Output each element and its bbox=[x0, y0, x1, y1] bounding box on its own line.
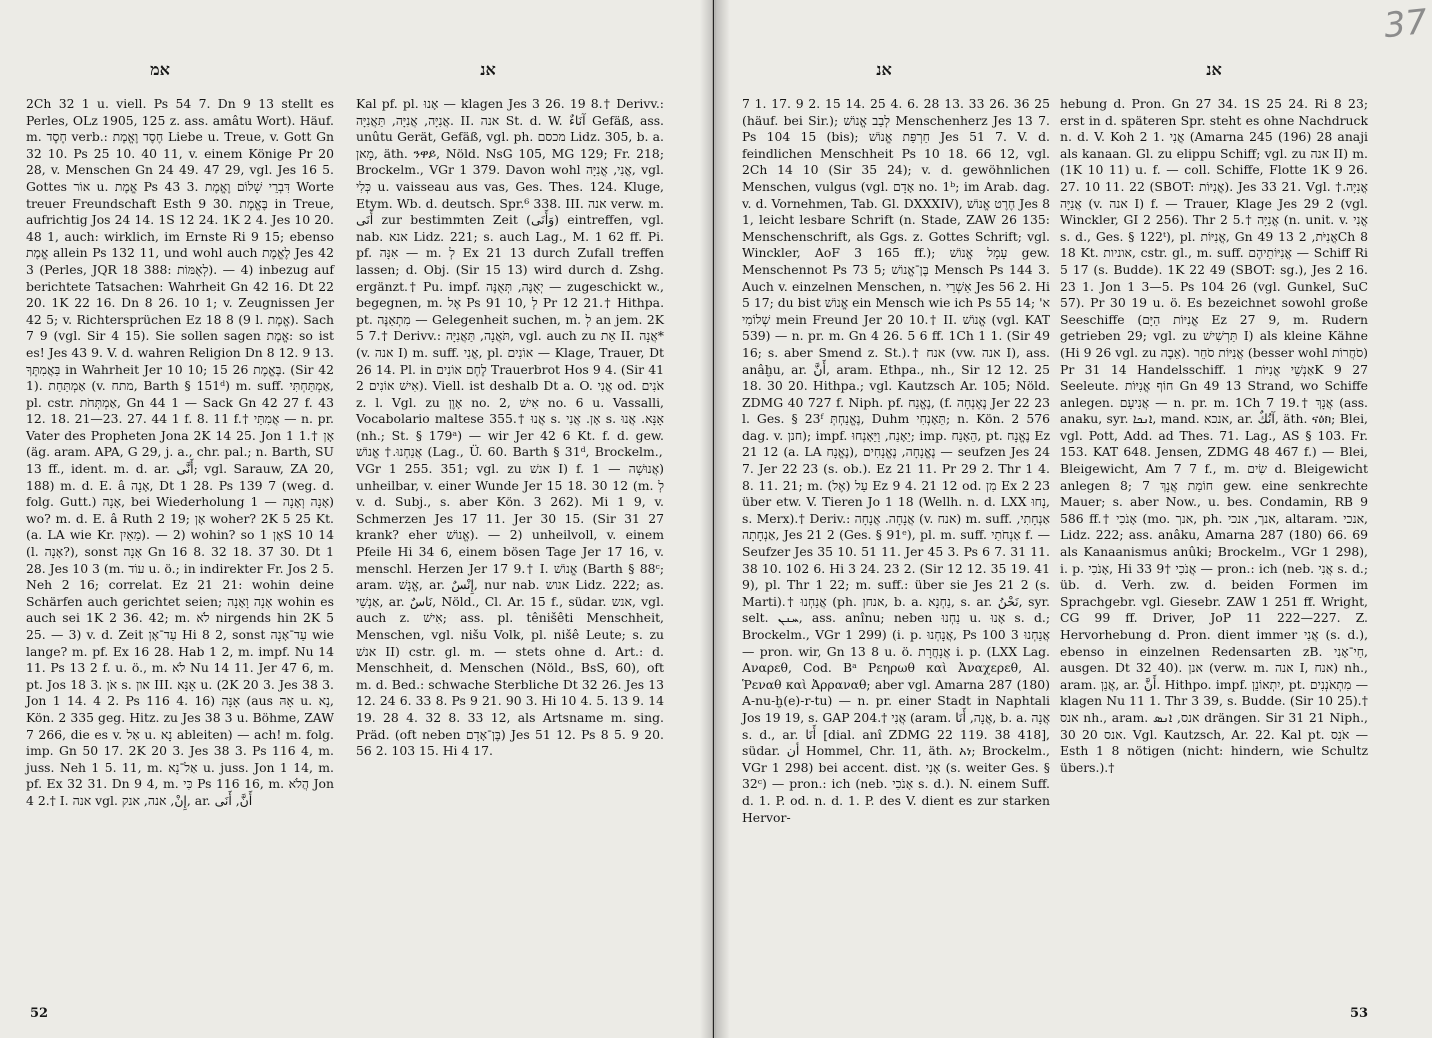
right-column-1-text: 7 1. 17. 9 2. 15 14. 25 4. 6. 28 13. 33 26. 36 25 (häuf. bei Sir.); לְבַב אֱנוֹשׁ Menschenherz Jes 13 7. Ps 104 15 (bis); חַרְפַּת אֱנוֹשׁ Jes 51 7. V. d. feindlichen Menschheit Ps 10 18. 66 12, vgl. 2Ch 14 10 (Sir 35 24); v. d. gewöhnlichen Menschen, vulgus (vgl. אָדָם no. 1ᵇ; im Arab. dag. v. d. Vornehmen, Tab. Gl. DXXXIV), חֶרֶט אֱנוֹשׁ Jes 8 1, leicht lesbare Schrift (n. Stade, ZAW 26 135: Menschenschrift, als Ggs. z. Gottes Schrift; vgl. Winckler, AoF 3 165 ff.); עָמָל אֱנוֹשׁ gew. Menschennot Ps 73 5; בֶּן־אֱנוֹשׁ Mensch Ps 144 3. Auch v. einzelnen Menschen, n. אַשְׁרֵי Jes 56 2. Hi 5 17; du bist אֱנוֹשׁ ein Mensch wie ich Ps 55 14; א' שְׁלוֹמִי mein Freund Jer 20 10.† II. אֱנוֹשׁ (vgl. KAT 539) — n. pr. m. Gn 4 26. 5 6 ff. 1Ch 1 1. (Sir 49 16; s. aber Smend z. St.).† אנח (vw. אנה I), ass. anâḫu, ar. أَنَّ, aram. Ethpa., nh., Sir 12 12. 25 18. 30 20. Hithpa.; vgl. Kautzsch Ar. 105; Nöld. ZDMG 40 727 f. Niph. pf. נֶאֱנַח, (f. נֶאֶנְחָה Jer 22 23 l. Ges. § 23ᶠ נֶאֱנַחְתְּ, Duhm תֵּאָנְחִי; n. Kön. 2 576 dag. v. חנן); impf. יֵאָנַח, וַיֵּאָנְחוּ; imp. הֵאָנַח, pt. נֶאֱנָח Ez 21 12 (a. LA נֶאֱנָח), נֶאֱנָחָה, נֶאֱנָחִים — seufzen Jes 24 7. Jer 22 23 (s. ob.). Ez 21 11. Pr 29 2. Thr 1 4. 8. 11. 21; m. עַל (אֶל) Ez 9 4. 21 12 od. מִן Ex 2 23 über etw. V. Tieren Jo 1 18 (Wellh. n. d. LXX נָחוּ, s. Merx).† Deriv.: אֲנָחָה. אֲנָחָה (v. אנח) m. suff. אַנְחָתִי, אַנְחָתָה, Jes 21 2 (Ges. § 91ᵉ), pl. m. suff. אַנְחֹתַי f. — Seufzer Jes 35 10. 51 11. Jer 45 3. Ps 6 7. 31 11. 38 10. 102 6. Hi 3 24. 23 2. (Sir 12 12. 35 19. 41 9), pl. Thr 1 22; m. suff.: über sie Jes 21 2 (s. Marti).† אֲנַחְנוּ (ph. אנחן, b. a. נַחְנָא, s. ar. نَحْنُ, syr. selt. ܚܢܢ, ass. anînu; neben נַחְנוּ u. אָנוּ s. d.; Brockelm., VGr 1 299) (i. p. אֲנָחְנוּ, Ps 100 3 אֲנַחְנוּ — pron. wir, Gn 13 8 u. ö. אֲנָחֲרָת i. p. (LXX Lag. Αναρεθ, Cod. Bᵃ Ρεηρωθ καὶ Ἀναχερεθ, Al. Ῥεναθ καὶ Ἀρραναθ; aber vgl. Amarna 287 (180) A-nu-ḫ(e)-r-tu) — n. pr. einer Stadt in Naphtali Jos 19 19, s. GAP 204.† אֲנִי (aram. אֲנָה, أَنَا, b. a. אֲנָה s. d., ar. أَنَا [dial. anî ZDMG 22 119. 38 418], südar. أن Hommel, Chr. 11, äth. አነ; Brockelm., VGr 1 298) bei accent. dist. אָנִי (s. weiter Ges. § 32ᶜ) — pron.: ich (neb. אָנֹכִי s. d.). N. einem Suff. d. 1. P. od. n. d. 1. P. des V. dient es zur starken Hervor- bbox=[742, 96, 1051, 825]
left-page-column-1 bbox=[26, 96, 334, 810]
right-column-2-text: hebung d. Pron. Gn 27 34. 1S 25 24. Ri 8 23; erst in d. späteren Spr. steht es ohne Nachdruck n. d. V. Koh 2 1. אֳנִי (Amarna 245 (196) 28 anaji als kanaan. Gl. zu elippu Schiff; vgl. zu אנה II) m. (1K 10 11) u. f. — coll. Schiffe, Flotte 1K 9 26. 27. 10 11. 22 (SBOT: אֳנִיּוֹת). Jes 33 21. Vgl. אֳנִיָּה.† אֲנִיָּה (v. אנה I) f. — Trauer, Klage Jes 29 2 (vgl. Winckler, GI 2 256). Thr 2 5.† אֳנִיָּה (n. unit. v. אֳנִי s. d., Ges. § 122ᵗ), pl. אֳנִיּוֹת, Gn 49 13 אֳנִיֹּת, 2Ch 8 18 Kt. אוניות, cstr. gl., m. suff. אֳנִיּוֹתֵיהֶם — Schiff Ri 5 17 (s. Budde). 1K 22 49 (SBOT: sg.), Jes 2 16. 23 1. Jon 1 3—5. Ps 104 26 (vgl. Gunkel, SuC 57). Pr 30 19 u. ö. Es bezeichnet sowohl große Seeschiffe (אֳנִיּוֹת הַיָּם Ez 27 9, m. Rudern getrieben 29; vgl. zu תַּרְשִׁישׁ I) als kleine Kähne (Hi 9 26 vgl. zu אֵבֶה). אֳנִיּוֹת סֹחֵר (besser wohl סֹחֲרוֹת) Pr 31 14 Handelsschiff. אַנְשֵׁי אֳנִיּוֹת 1K 9 27 Seeleute. חוֹף אֳנִיּוֹת Gn 49 13 Strand, wo Schiffe anlegen. אֲנִיעָם — n. pr. m. 1Ch 7 19.† אֲנָךְ (ass. anaku, syr. ܐܢܟܐ, mand. אנכא, ar. آنُكٌ, äth. ናዕክ; Blei, vgl. Pott, Add. ad Thes. 71. Lag., AS § 103. Fr. 153. KAT 648. Jensen, ZDMG 48 467 f.) — Blei, Bleigewicht, Am 7 7 f., m. שִׂים d. Bleigewicht anlegen 8; חוֹמַת אֲנָךְ 7 gew. eine senkrechte Mauer; s. aber Now., u. bes. Condamin, RB 9 586 ff.† אָנֹכִי (mo. אנך, ph. אנך, אנכי, altaram. אנכי, Lidz. 222; ass. anâku, Amarna 287 (180) 66. 69 als Kanaanismus anûki; Brockelm., VGr 1 298), i. p. אָנֹכִי, Hi 33 9† אֲנֹכִי — pron.: ich (neb. אֲנִי s. d.; üb. d. Verh. zw. d. beiden Formen im Sprachgebr. vgl. Giesebr. ZAW 1 251 ff. Wright, CG 99 ff. Driver, JoP 11 222—227. Z. Hervorhebung d. Pron. dient immer אֲנִי (s. d.), ebenso in einzelnen Redensarten zB. חַי־אָנִי, ausgen. Dt 32 40). אנן (verw. m. אנה I, אנח) nh., aram. אֲנַן, ar. أَنَّ. Hithpo. impf. יִתְאוֹנֵן, pt. מִתְאֹנְנִים — klagen Nu 11 1. Thr 3 39, s. Budde. (Sir 10 25).† אנס nh., aram. אנס, ܐܢܣ drängen. Sir 31 21 Niph., 30 20 אנס. Vgl. Kautzsch, Ar. 22. Kal pt. אֹנֵס — Esth 1 8 nötigen (nicht: hindern, wie Schultz übers.).† bbox=[1060, 96, 1369, 775]
left-page-headword-1: אמ bbox=[150, 60, 170, 79]
right-page-column-1 bbox=[742, 96, 1050, 826]
left-page-column-2 bbox=[356, 96, 664, 760]
pencil-page-mark: 37 bbox=[1382, 1, 1430, 47]
left-page-number: 52 bbox=[30, 1006, 49, 1021]
left-column-2-text: Kal pf. pl. אָנוּ — klagen Jes 3 26. 19 8.† Derivv.: אֲנִיָּה, אֲנִיָּה, תַּאֲנִיָּה. II. אנה St. d. W. آنَاءٌ Gefäß, ass. unûtu Gerät, Gefäß, vgl. ph. מכסם Lidz. 305, b. a. מָאן, äth. ንዋይ, Nöld. NsG 105, MG 129; Fr. 218; Brockelm., VGr 1 379. Davon wohl אֳנִי, אֳנִיָּה, vgl. כְּלִי u. vaisseau aus vas, Ges. Thes. 124. Kluge, Etym. Wb. d. deutsch. Spr.⁶ 338. III. אנה verw. m. أَنَى zur bestimmten Zeit (وَأَنَى) eintreffen, vgl. nab. אנא Lidz. 221; s. auch Lag., M. 1 62 ff. Pi. pf. אִנָּה — m. לְ Ex 21 13 durch Zufall treffen lassen; d. Obj. (Sir 15 13) wird durch d. Zshg. ergänzt.† Pu. impf. יְאֻנֶּה, תְּאֻנֶּה — zugeschickt w., begegnen, m. אֶל Ps 91 10, לְ Pr 12 21.† Hithpa. pt. מִתְאַנֶּה — Gelegenheit suchen, m. לְ an jem. 2K 5 7.† Derivv.: תֹּאֲנָה, תַּאֲנִיָּה, vgl. auch zu אֵת II. אֲנָה* (v. אנה I) m. suff. אֳנִי, pl. אוֹנִים — Klage, Trauer, Dt 26 14. Pl. in לֶחֶם אוֹנִים Trauerbrot Hos 9 4. (Sir 41 2 אִישׁ אוֹנִים). Viell. ist deshalb Dt a. O. אֳנִי od. אֹנִים z. l. Vgl. zu אָוֶן no. 2, אִישׁ no. 6 u. Vassalli, Vocabolario maltese 355.† אֲנוּ s. אָן. אֲנִי s. אָנָּא. אֲנוּ (nh.; St. § 179ᵃ) — wir Jer 42 6 Kt. f. d. gew. אֲנַחְנוּ.† אֱנוֹשׁ (Lag., Ü. 60. Barth § 31ᵈ, Brockelm., VGr 1 255. 351; vgl. zu אנשׁ I) f. אֲנוּשָׁה — 1) unheilbar, v. einer Wunde Jer 15 18. 30 12 (m. לְ v. d. Subj., s. aber Kön. 3 262). Mi 1 9, v. Schmerzen Jes 17 11. Jer 30 15. (Sir 31 27 krank? eher אֱנוֹשׁ). — 2) unheilvoll, v. einem Pfeile Hi 34 6, einem bösen Tage Jer 17 16, v. menschl. Herzen Jer 17 9.† I. אֱנוֹשׁ (Barth § 88ᶜ; aram. אֱנָשׁ, ar. إِنْسٌ, nur nab. אנוש Lidz. 222; as. אַנְשֵׁי, ar. نَاسٌ, Nöld., Cl. Ar. 15 f., südar. אנש, vgl. auch z. אִישׁ; ass. pl. tênišêti Menschheit, Menschen, vgl. nišu Volk, pl. nišê Leute; s. zu אנשׁ II) cstr. gl. m. — stets ohne d. Art.: d. Menschheit, d. Menschen (Nöld., BsS, 60), oft m. d. Bed.: schwache Sterbliche Dt 32 26. Jes 13 12. 24 6. 33 8. Ps 9 21. 90 3. Hi 10 4. 5. 13 9. 14 19. 28 4. 32 8. 33 12, als Artsname m. sing. Präd. (oft neben בֶּן־אָדָם) Jes 51 12. Ps 8 5. 9 20. 56 2. 103 15. Hi 4 17. bbox=[356, 96, 665, 759]
left-column-1-text: 2Ch 32 1 u. viell. Ps 54 7. Dn 9 13 stellt es Perles, OLz 1905, 125 z. ass. amâtu Wort). Häuf. m. חֶסֶד verb.: חֶסֶד וֶאֱמֶת Liebe u. Treue, v. Gott Gn 32 10. Ps 25 10. 40 11, v. einem Könige Pr 20 28, v. Menschen Gn 24 49. 47 29, vgl. Jes 16 5. Gottes אוֹר u. אֱמֶת Ps 43 3. דִּבְרֵי שָׁלוֹם וֶאֱמֶת Worte treuer Freundschaft Esth 9 30. בֶּאֱמֶת in Treue, aufrichtig Jos 24 14. 1S 12 24. 1K 2 4. Jes 10 20. 48 1, auch: wirklich, im Ernste Ri 9 15; ebenso אֱמֶת allein Ps 132 11, und wohl auch לֶאֱמֶת Jes 42 3 (Perles, JQR 18 388: לְאֻמּוֹת). — 4) inbezug auf berichtete Tatsachen: Wahrheit Gn 42 16. Dt 22 20. 1K 22 16. Dn 8 26. 10 1; v. Zeugnissen Jer 42 5; v. Richtersprüchen Ez 18 8 (9 l. אֱמֶת). Sach 7 9 (vgl. Sir 4 15). Sie sollen sagen אֱמֶת: so ist es! Jes 43 9. V. d. wahren Religion Dn 8 12. 9 13. בַּאֲמִתֶּךָ in Wahrheit Jer 10 10; בֶּאֱמֶת 26 15. (Sir 42 1). אַמְתַּחַת (v. מתח, Barth § 151ᵈ) m. suff. אַמְתַּחְתִּי, pl. cstr. אַמְתְּחֹת, Gn 44 1 — Sack Gn 42 27 f. 43 12. 18. 21—23. 27. 44 1 f. 8. 11 f.† אֲמִתַּי — n. pr. Vater des Propheten Jona 2K 14 25. Jon 1 1.† אָן (äg. aram. APA, G 29, j. a., chr. pal.; n. Barth, SU 13 ff., ident. m. d. ar. أَنَّى; vgl. Sarauw, ZA 20, 188) m. d. E. â אָנָה, Dt 1 28. Ps 139 7 (weg. d. folg. Gutt.) אָנָה, bei Wiederholung אָנָה וְאָנָה — 1) wo? m. d. E. â Ruth 2 19; אָן woher? 2K 5 25 Kt. (a. LA wie Kr. מֵאַיִן). — 2) wohin? so אָן 1S 10 14 (l. אָנָה?), sonst אָנָה Gn 16 8. 32 18. 37 30. Dt 1 28. Jes 10 3 (m. עוֹד u. ö.; in indirekter Fr. Jos 2 5. Neh 2 16; correlat. Ez 21 21: wohin deine Schärfen auch gerichtet seien; אָנָה וָאָנָה wohin es auch sei 1K 2 36. 42; m. לֹא nirgends hin 2K 5 25. — 3) v. d. Zeit עַד־אָן Hi 8 2, sonst עַד־אָנָה wie lange? m. pf. Ex 16 28. Hab 1 2, m. impf. Nu 14 11. Ps 13 2 f. u. ö., m. לֹא Nu 14 11. Jer 47 6, m. pt. Jos 18 3. אֹן s. און III. אָנָּא u. (2K 20 3. Jes 38 3. Jon 1 14. 4 2. Ps 116 4. 16) אָנָּה (aus אָהּ u. נָא, Kön. 2 335 geg. Hitz. zu Jes 38 3 u. Böhme, ZAW 7 266, die es v. אַל u. נָא ableiten) — ach! m. folg. imp. Gn 50 17. 2K 20 3. Jes 38 3. Ps 116 4, m. juss. Neh 1 5. 11, m. אַל־נָא u. juss. Jon 1 14, m. pf. Ex 32 31. Dn 9 4, m. כִּי Ps 116 16, m. הֲלֹא Jon 4 2.† I. אנה vgl. إِنْ, אנה, אנק, ar. أَنَّ, أَنَى bbox=[26, 96, 335, 808]
right-page-headword-1: אנ bbox=[876, 60, 892, 79]
left-page-headword-2: אנ bbox=[480, 60, 496, 79]
right-page-headword-2: אנ bbox=[1206, 60, 1222, 79]
left-page bbox=[0, 0, 713, 1038]
right-page bbox=[714, 0, 1432, 1038]
right-page-column-2 bbox=[1060, 96, 1368, 776]
right-page-number: 53 bbox=[1350, 1006, 1369, 1021]
